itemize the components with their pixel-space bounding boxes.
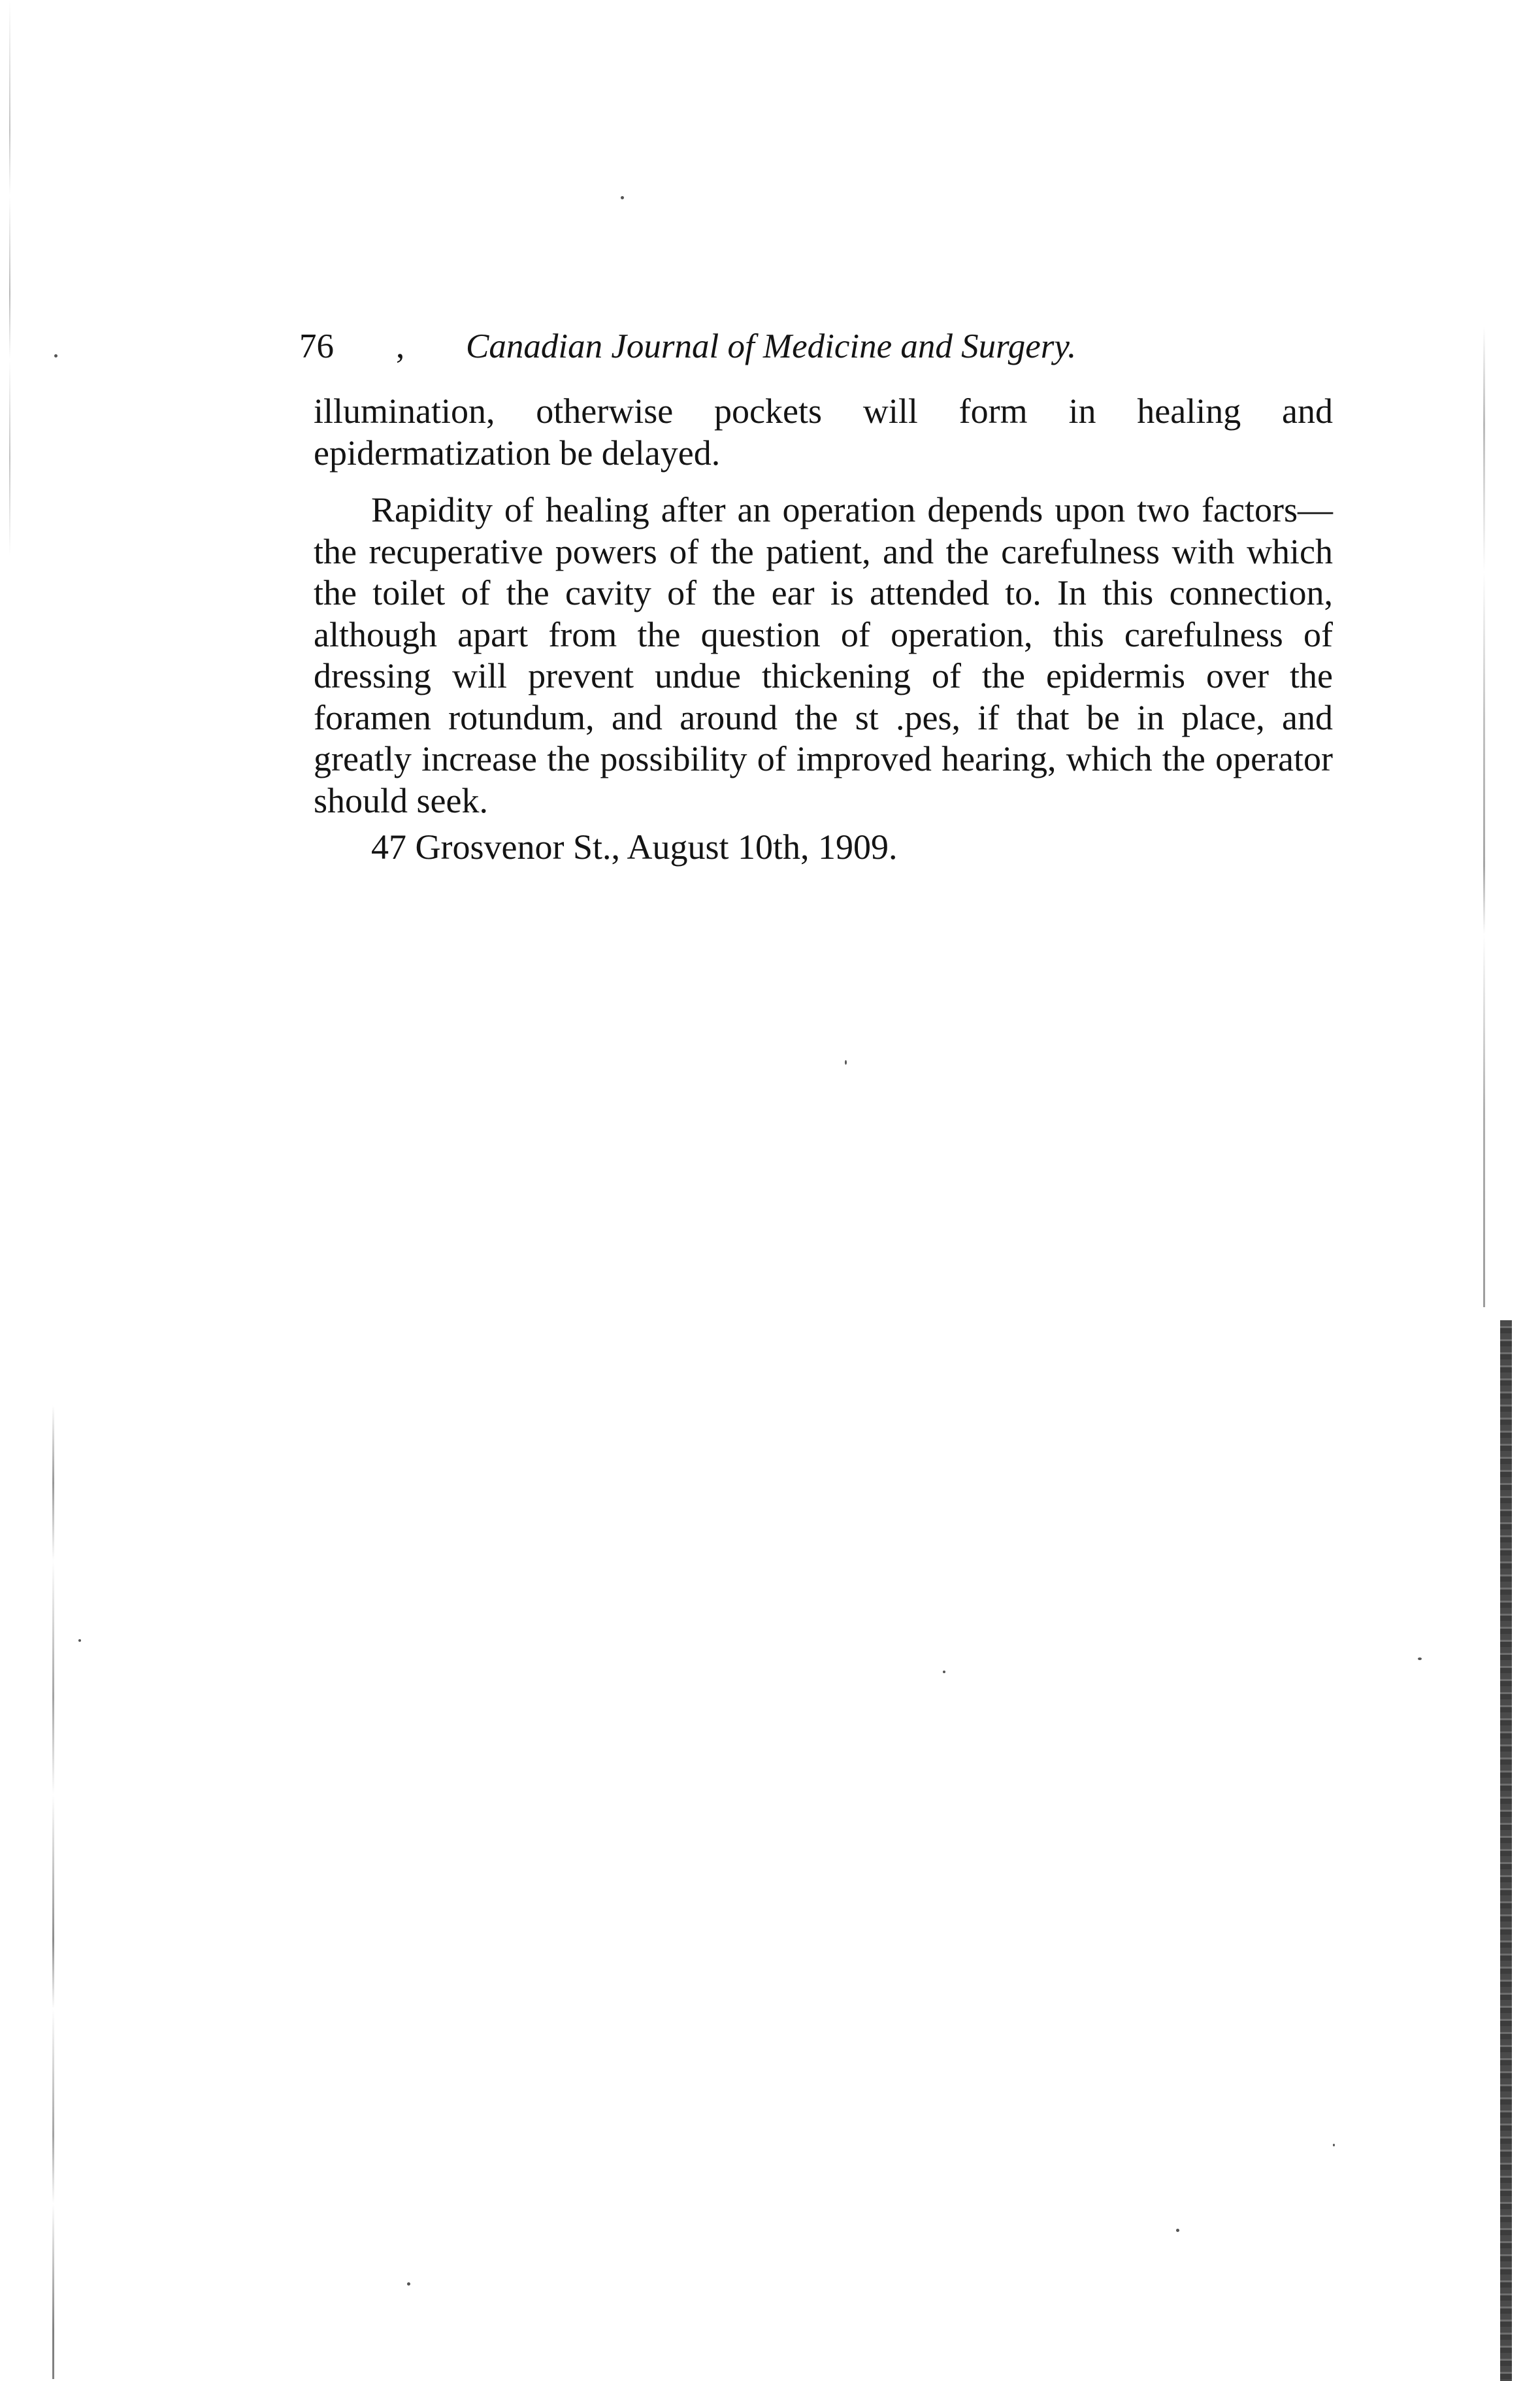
scan-speck — [54, 354, 57, 358]
scan-speck — [1418, 1657, 1422, 1660]
journal-title: Canadian Journal of Medicine and Surgery. — [466, 327, 1077, 365]
scan-edge-right — [1500, 1320, 1512, 2381]
scan-speck — [78, 1639, 81, 1642]
scan-speck — [407, 2282, 410, 2286]
paragraph-healing: Rapidity of healing after an operation depends upon two factors—the recuperative powers of the patient, and the carefulness with which the toilet of the cavity of the ear is attended to. In this connection, although apart from the question of operation, this carefulness of dressing will prevent undue thickening of the epidermis over the foramen rotundum, and around the st .pes, if that be in place, and greatly increase the possibility of improved hearing, which the operator should seek. — [314, 490, 1333, 820]
header-separator: , — [396, 327, 405, 365]
article-body — [314, 391, 1333, 822]
scan-speck — [621, 196, 624, 199]
scan-speck — [845, 1060, 847, 1065]
scan-edge-left — [52, 1405, 54, 2379]
scan-edge-left-top — [9, 0, 10, 654]
scan-edge-right-upper — [1483, 327, 1485, 1307]
scan-speck — [1333, 2144, 1335, 2146]
address-date-line: 47 Grosvenor St., August 10th, 1909. — [371, 827, 898, 867]
scan-speck — [1176, 2229, 1179, 2232]
paragraph-continued: illumination, otherwise pockets will form in healing and epidermatization be delayed. — [314, 391, 1333, 473]
running-header — [299, 324, 1358, 369]
scan-speck — [943, 1671, 945, 1673]
page-number: 76 — [299, 327, 334, 365]
